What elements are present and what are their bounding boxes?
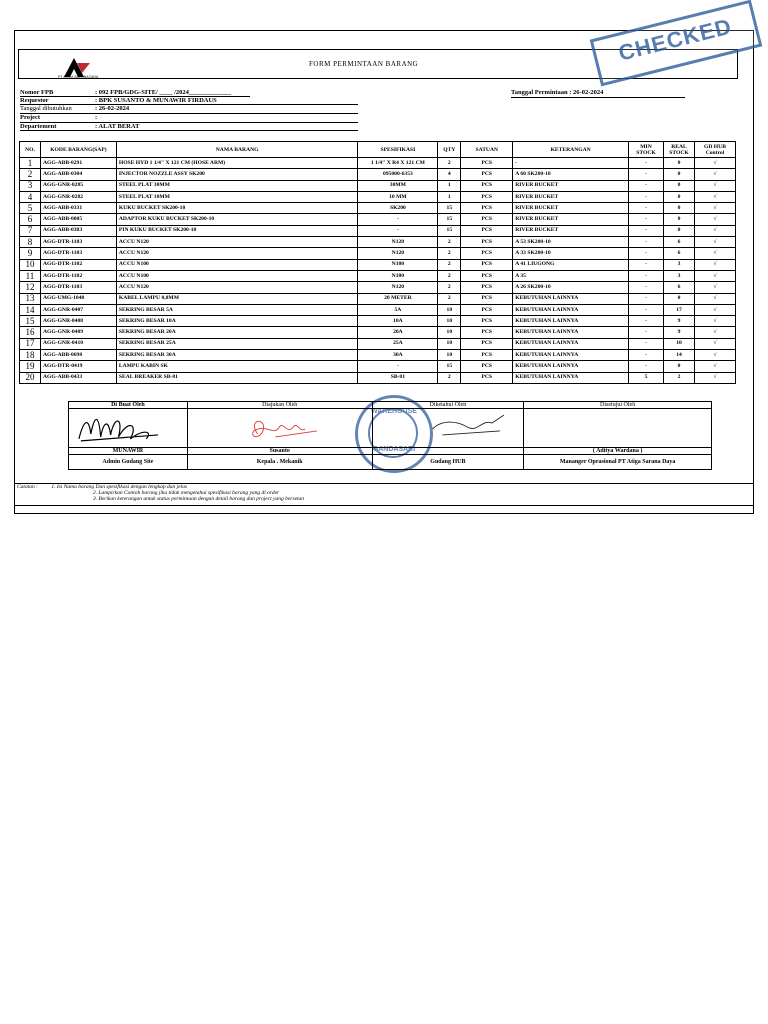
cell-qty: 2 (438, 293, 461, 304)
table-row (20, 293, 736, 304)
cell-nama: ACCU N120 (116, 248, 358, 259)
cell-ket: KEBUTUHAN LAINNYA (513, 304, 629, 315)
cell-kode: AGG-ABB-0291 (40, 158, 116, 169)
table-row (20, 316, 736, 327)
meta-divider (511, 97, 685, 98)
cell-satuan: PCS (461, 180, 513, 191)
cell-ctrl: √ (694, 169, 735, 180)
table-body (20, 158, 736, 384)
cell-ctrl: √ (694, 282, 735, 293)
cell-ket: A 35 (513, 270, 629, 281)
cell-ket: KEBUTUHAN LAINNYA (513, 361, 629, 372)
cell-real: 6 (664, 237, 695, 248)
cell-qty: 10 (438, 327, 461, 338)
cell-spek: - (358, 225, 438, 236)
cell-ket: KEBUTUHAN LAINNYA (513, 293, 629, 304)
signature-name: MUNAWIR (69, 448, 188, 455)
table-row (20, 350, 736, 361)
cell-qty: 10 (438, 304, 461, 315)
cell-satuan: PCS (461, 350, 513, 361)
meta-divider (20, 113, 358, 114)
cell-satuan: PCS (461, 327, 513, 338)
cell-no: 12 (20, 282, 41, 293)
cell-no: 2 (20, 169, 41, 180)
table-row (20, 180, 736, 191)
departement-label: Departement (20, 123, 57, 130)
table-row (20, 191, 736, 202)
table-row (20, 338, 736, 349)
nomor-value: : 092 FPB/GDG-SITE/ ____ /2024_____________ (95, 89, 232, 96)
form-frame (14, 13, 754, 514)
cell-ket: KEBUTUHAN LAINNYA (513, 316, 629, 327)
cell-no: 1 (20, 158, 41, 169)
cell-min: - (629, 191, 664, 202)
cell-kode: AGG-DTR-1102 (40, 270, 116, 281)
cell-kode: AGG-ABB-0433 (40, 372, 116, 383)
signature-table (68, 401, 712, 470)
cell-spek: 20 METER (358, 293, 438, 304)
cell-ket: - (513, 158, 629, 169)
cell-nama: SEKRING BESAR 10A (116, 316, 358, 327)
signature-munawir (69, 409, 187, 447)
cell-ctrl: √ (694, 158, 735, 169)
note-item: 1. Isi Nama barang Dan spesifikasi dengan lengkap dan jelas (51, 484, 187, 490)
cell-ctrl: √ (694, 259, 735, 270)
cell-ctrl: √ (694, 350, 735, 361)
column-header-satuan: SATUAN (461, 142, 513, 158)
cell-spek: 25A (358, 338, 438, 349)
cell-real: 0 (664, 225, 695, 236)
column-header-min-stock: MIN STOCK (629, 142, 664, 158)
cell-spek: N100 (358, 259, 438, 270)
cell-nama: INJECTOR NOZZLE ASSY SK200 (116, 169, 358, 180)
cell-qty: 1 (438, 191, 461, 202)
signature-role: Kepala . Mekanik (187, 455, 372, 470)
cell-ket: KEBUTUHAN LAINNYA (513, 327, 629, 338)
cell-min: - (629, 327, 664, 338)
table-row (20, 248, 736, 259)
signature-name-row (69, 448, 712, 455)
cell-real: 0 (664, 361, 695, 372)
cell-nama: ADAPTOR KUKU BUCKET SK200-10 (116, 214, 358, 225)
cell-no: 10 (20, 259, 41, 270)
cell-ctrl: √ (694, 214, 735, 225)
cell-no: 7 (20, 225, 41, 236)
cell-nama: SEKRING BESAR 20A (116, 327, 358, 338)
cell-real: 14 (664, 350, 695, 361)
column-header-keterangan: KETERANGAN (513, 142, 629, 158)
cell-no: 6 (20, 214, 41, 225)
company-logo-icon (44, 55, 114, 85)
cell-spek: 1 1/4" X R4 X 121 CM (358, 158, 438, 169)
table-row (20, 282, 736, 293)
cell-qty: 1 (438, 180, 461, 191)
cell-spek: 10 MM (358, 191, 438, 202)
cell-satuan: PCS (461, 225, 513, 236)
cell-ctrl: √ (694, 361, 735, 372)
cell-no: 4 (20, 191, 41, 202)
cell-spek: - (358, 361, 438, 372)
cell-spek: SB-81 (358, 372, 438, 383)
cell-real: 6 (664, 248, 695, 259)
table-row (20, 327, 736, 338)
cell-ctrl: √ (694, 203, 735, 214)
cell-min: - (629, 304, 664, 315)
notes (17, 484, 304, 502)
cell-real: 10 (664, 338, 695, 349)
cell-kode: AGG-GNR-0410 (40, 338, 116, 349)
cell-satuan: PCS (461, 361, 513, 372)
signature-header-row (69, 402, 712, 409)
cell-real: 0 (664, 169, 695, 180)
cell-real: 0 (664, 180, 695, 191)
cell-spek: N100 (358, 270, 438, 281)
cell-qty: 15 (438, 214, 461, 225)
cell-spek: 10A (358, 316, 438, 327)
signature-header: Disetujui Oleh (524, 402, 712, 409)
tanggal-permintaan: Tanggal Permintaan : 26-02-2024 (511, 89, 604, 96)
departement-value: : ALAT BERAT (95, 123, 140, 130)
cell-spek: 30MM (358, 180, 438, 191)
notes-divider (15, 505, 753, 506)
warehouse-stamp-bottom-text: GANDASARI (372, 446, 416, 453)
signature-cell (524, 409, 712, 448)
table-row (20, 225, 736, 236)
items-table (19, 141, 736, 384)
cell-satuan: PCS (461, 270, 513, 281)
cell-satuan: PCS (461, 203, 513, 214)
cell-nama: ACCU N100 (116, 259, 358, 270)
cell-ctrl: √ (694, 180, 735, 191)
column-header-spesifikasi: SPESIFIKASI (358, 142, 438, 158)
signature-header: Diajukan Oleh (187, 402, 372, 409)
cell-satuan: PCS (461, 214, 513, 225)
cell-spek: N120 (358, 237, 438, 248)
table-row (20, 169, 736, 180)
signature-susanto (188, 409, 372, 447)
cell-qty: 10 (438, 350, 461, 361)
cell-satuan: PCS (461, 158, 513, 169)
cell-no: 15 (20, 316, 41, 327)
cell-nama: SEKRING BESAR 5A (116, 304, 358, 315)
cell-ket: RIVER BUCKET (513, 214, 629, 225)
cell-no: 11 (20, 270, 41, 281)
column-header-gd-hub-control: GD HUB Control (694, 142, 735, 158)
signature-header: Diketahui Oleh (372, 402, 524, 409)
cell-nama: KUKU BUCKET SK200-10 (116, 203, 358, 214)
cell-min: - (629, 225, 664, 236)
table-row (20, 203, 736, 214)
cell-kode: AGG-UMG-1048 (40, 293, 116, 304)
cell-ket: A 60 SK200-10 (513, 169, 629, 180)
signature-role: Admin Gudang Site (69, 455, 188, 470)
cell-satuan: PCS (461, 169, 513, 180)
cell-min: 5 (629, 372, 664, 383)
cell-no: 5 (20, 203, 41, 214)
table-header-row (20, 142, 736, 158)
cell-ctrl: √ (694, 316, 735, 327)
cell-kode: AGG-ABB-0005 (40, 214, 116, 225)
cell-satuan: PCS (461, 304, 513, 315)
nomor-label: Nomor FPB (20, 89, 54, 96)
meta-divider (20, 122, 358, 123)
cell-ket: KEBUTUHAN LAINNYA (513, 372, 629, 383)
table-row (20, 259, 736, 270)
column-header-kode-barang: KODE BARANG(SAP) (40, 142, 116, 158)
column-header-no: NO. (20, 142, 41, 158)
signature-role: Mananger Oprasional PT Atiga Sarana Daya (524, 455, 712, 470)
cell-min: - (629, 237, 664, 248)
cell-real: 0 (664, 293, 695, 304)
company-logo-text: PT ATIGA SARANA DAYA (58, 75, 99, 79)
cell-kode: AGG-DTR-1103 (40, 237, 116, 248)
cell-ctrl: √ (694, 338, 735, 349)
cell-qty: 4 (438, 169, 461, 180)
cell-no: 3 (20, 180, 41, 191)
cell-ket: RIVER BUCKET (513, 203, 629, 214)
cell-kode: AGG-ABB-0331 (40, 203, 116, 214)
cell-real: 0 (664, 158, 695, 169)
meta-divider (20, 104, 358, 105)
cell-satuan: PCS (461, 316, 513, 327)
cell-spek: 20A (358, 327, 438, 338)
cell-kode: AGG-GNR-0407 (40, 304, 116, 315)
cell-min: - (629, 259, 664, 270)
cell-satuan: PCS (461, 372, 513, 383)
cell-ket: A 33 SK200-10 (513, 248, 629, 259)
cell-real: 6 (664, 282, 695, 293)
meta-divider (20, 130, 358, 131)
signature-header: Di Buat Oleh (69, 402, 188, 409)
table-row (20, 237, 736, 248)
cell-ket: A 26 SK200-10 (513, 282, 629, 293)
column-header-qty: QTY (438, 142, 461, 158)
cell-nama: ACCU N120 (116, 282, 358, 293)
requestor-value: : BPK SUSANTO & MUNAWIR FIRDAUS (95, 97, 217, 104)
cell-kode: AGG-GNR-0285 (40, 180, 116, 191)
cell-ctrl: √ (694, 225, 735, 236)
table-row (20, 304, 736, 315)
cell-min: - (629, 248, 664, 259)
cell-ket: RIVER BUCKET (513, 225, 629, 236)
cell-satuan: PCS (461, 237, 513, 248)
project-value: : (95, 114, 98, 121)
table-row (20, 372, 736, 383)
cell-kode: AGG-DTR-1102 (40, 259, 116, 270)
cell-nama: STEEL PLAT 10MM (116, 191, 358, 202)
cell-spek: 30A (358, 350, 438, 361)
cell-min: - (629, 361, 664, 372)
cell-qty: 2 (438, 237, 461, 248)
tanggal-dibutuhkan-label: Tanggal dibutuhkan (20, 105, 72, 112)
cell-ctrl: √ (694, 248, 735, 259)
cell-kode: AGG-GNR-0408 (40, 316, 116, 327)
cell-kode: AGG-ABB-0383 (40, 225, 116, 236)
cell-satuan: PCS (461, 248, 513, 259)
cell-real: 9 (664, 327, 695, 338)
cell-ket: A 41 LIUGONG (513, 259, 629, 270)
note-item: 3. Berikan keterangan untuk status permintaan dengan detail barang dan project yang bersetan (93, 496, 305, 502)
cell-min: - (629, 316, 664, 327)
cell-real: 3 (664, 270, 695, 281)
cell-kode: AGG-DTR-1103 (40, 282, 116, 293)
signature-gudang-hub (373, 409, 524, 447)
meta-divider (20, 96, 250, 97)
cell-qty: 2 (438, 259, 461, 270)
cell-satuan: PCS (461, 338, 513, 349)
cell-kode: AGG-GNR-0282 (40, 191, 116, 202)
note-item: 2. Lampirkan Contoh barang jika tidak mengetahui spesifikasi barang yang di order (93, 490, 280, 496)
cell-no: 9 (20, 248, 41, 259)
cell-no: 13 (20, 293, 41, 304)
warehouse-stamp-top-text: WAREHOUSE (371, 408, 417, 415)
cell-no: 8 (20, 237, 41, 248)
signature-cell (372, 409, 524, 448)
signature-role: Gudang HUB (372, 455, 524, 470)
cell-qty: 15 (438, 361, 461, 372)
cell-qty: 15 (438, 225, 461, 236)
signature-cell (69, 409, 188, 448)
cell-no: 17 (20, 338, 41, 349)
table-row (20, 158, 736, 169)
cell-qty: 2 (438, 158, 461, 169)
cell-no: 16 (20, 327, 41, 338)
cell-nama: SEAL BREAKER SB-81 (116, 372, 358, 383)
cell-ctrl: √ (694, 372, 735, 383)
cell-nama: ACCU N120 (116, 237, 358, 248)
signature-name: ( Aditya Wardana ) (524, 448, 712, 455)
cell-min: - (629, 350, 664, 361)
signature-name: Susanto (187, 448, 372, 455)
cell-satuan: PCS (461, 191, 513, 202)
signature-role-row (69, 455, 712, 470)
cell-satuan: PCS (461, 259, 513, 270)
cell-ket: RIVER BUCKET (513, 191, 629, 202)
table-row (20, 270, 736, 281)
cell-min: - (629, 282, 664, 293)
cell-qty: 15 (438, 203, 461, 214)
checked-stamp: CHECKED (590, 0, 763, 86)
cell-qty: 2 (438, 372, 461, 383)
cell-real: 2 (664, 372, 695, 383)
cell-ket: KEBUTUHAN LAINNYA (513, 350, 629, 361)
table-row (20, 361, 736, 372)
cell-satuan: PCS (461, 293, 513, 304)
cell-kode: AGG-ABB-0304 (40, 169, 116, 180)
cell-spek: N120 (358, 248, 438, 259)
cell-ket: A 53 SK200-10 (513, 237, 629, 248)
cell-kode: AGG-DTR-0419 (40, 361, 116, 372)
cell-no: 14 (20, 304, 41, 315)
cell-ctrl: √ (694, 191, 735, 202)
cell-spek: SK200 (358, 203, 438, 214)
column-header-nama-barang: NAMA BARANG (116, 142, 358, 158)
cell-real: 3 (664, 259, 695, 270)
cell-min: - (629, 169, 664, 180)
cell-ctrl: √ (694, 304, 735, 315)
project-label: Project (20, 114, 41, 121)
cell-qty: 10 (438, 338, 461, 349)
cell-min: - (629, 180, 664, 191)
cell-satuan: PCS (461, 282, 513, 293)
cell-min: - (629, 293, 664, 304)
column-header-real-stock: REAL STOCK (664, 142, 695, 158)
cell-real: 0 (664, 214, 695, 225)
cell-min: - (629, 214, 664, 225)
cell-no: 18 (20, 350, 41, 361)
cell-nama: SEKRING BESAR 30A (116, 350, 358, 361)
cell-nama: KABEL LAMPU 0,8MM (116, 293, 358, 304)
cell-spek: 095000-6353 (358, 169, 438, 180)
signature-row (69, 409, 712, 448)
signature-name (372, 448, 524, 455)
signature-cell (187, 409, 372, 448)
requestor-label: Requestor (20, 97, 49, 104)
table-row (20, 214, 736, 225)
cell-min: - (629, 203, 664, 214)
cell-nama: SEKRING BESAR 25A (116, 338, 358, 349)
cell-qty: 2 (438, 270, 461, 281)
cell-ket: RIVER BUCKET (513, 180, 629, 191)
cell-real: 9 (664, 316, 695, 327)
cell-kode: AGG-DTR-1103 (40, 248, 116, 259)
cell-nama: PIN KUKU BUCKET SK200-10 (116, 225, 358, 236)
cell-spek: - (358, 214, 438, 225)
cell-qty: 2 (438, 248, 461, 259)
cell-min: - (629, 158, 664, 169)
cell-nama: STEEL PLAT 30MM (116, 180, 358, 191)
cell-qty: 10 (438, 316, 461, 327)
cell-nama: ACCU N100 (116, 270, 358, 281)
cell-kode: AGG-GNR-0409 (40, 327, 116, 338)
cell-min: - (629, 338, 664, 349)
cell-ctrl: √ (694, 327, 735, 338)
cell-no: 20 (20, 372, 41, 383)
cell-nama: HOSE HYD 1 1/4" X 121 CM (HOSE ARM) (116, 158, 358, 169)
cell-nama: LAMPU KABIN SK (116, 361, 358, 372)
cell-qty: 2 (438, 282, 461, 293)
cell-no: 19 (20, 361, 41, 372)
cell-ctrl: √ (694, 270, 735, 281)
cell-spek: 5A (358, 304, 438, 315)
form-title: FORM PERMINTAAN BARANG (309, 60, 419, 68)
cell-real: 17 (664, 304, 695, 315)
cell-kode: AGG-ABB-0698 (40, 350, 116, 361)
cell-ctrl: √ (694, 293, 735, 304)
cell-min: - (629, 270, 664, 281)
tanggal-dibutuhkan-value: : 26-02-2024 (95, 105, 130, 112)
notes-label: Catatan : (17, 484, 38, 490)
cell-spek: N120 (358, 282, 438, 293)
cell-real: 0 (664, 203, 695, 214)
cell-real: 0 (664, 191, 695, 202)
cell-ket: KEBUTUHAN LAINNYA (513, 338, 629, 349)
cell-ctrl: √ (694, 237, 735, 248)
